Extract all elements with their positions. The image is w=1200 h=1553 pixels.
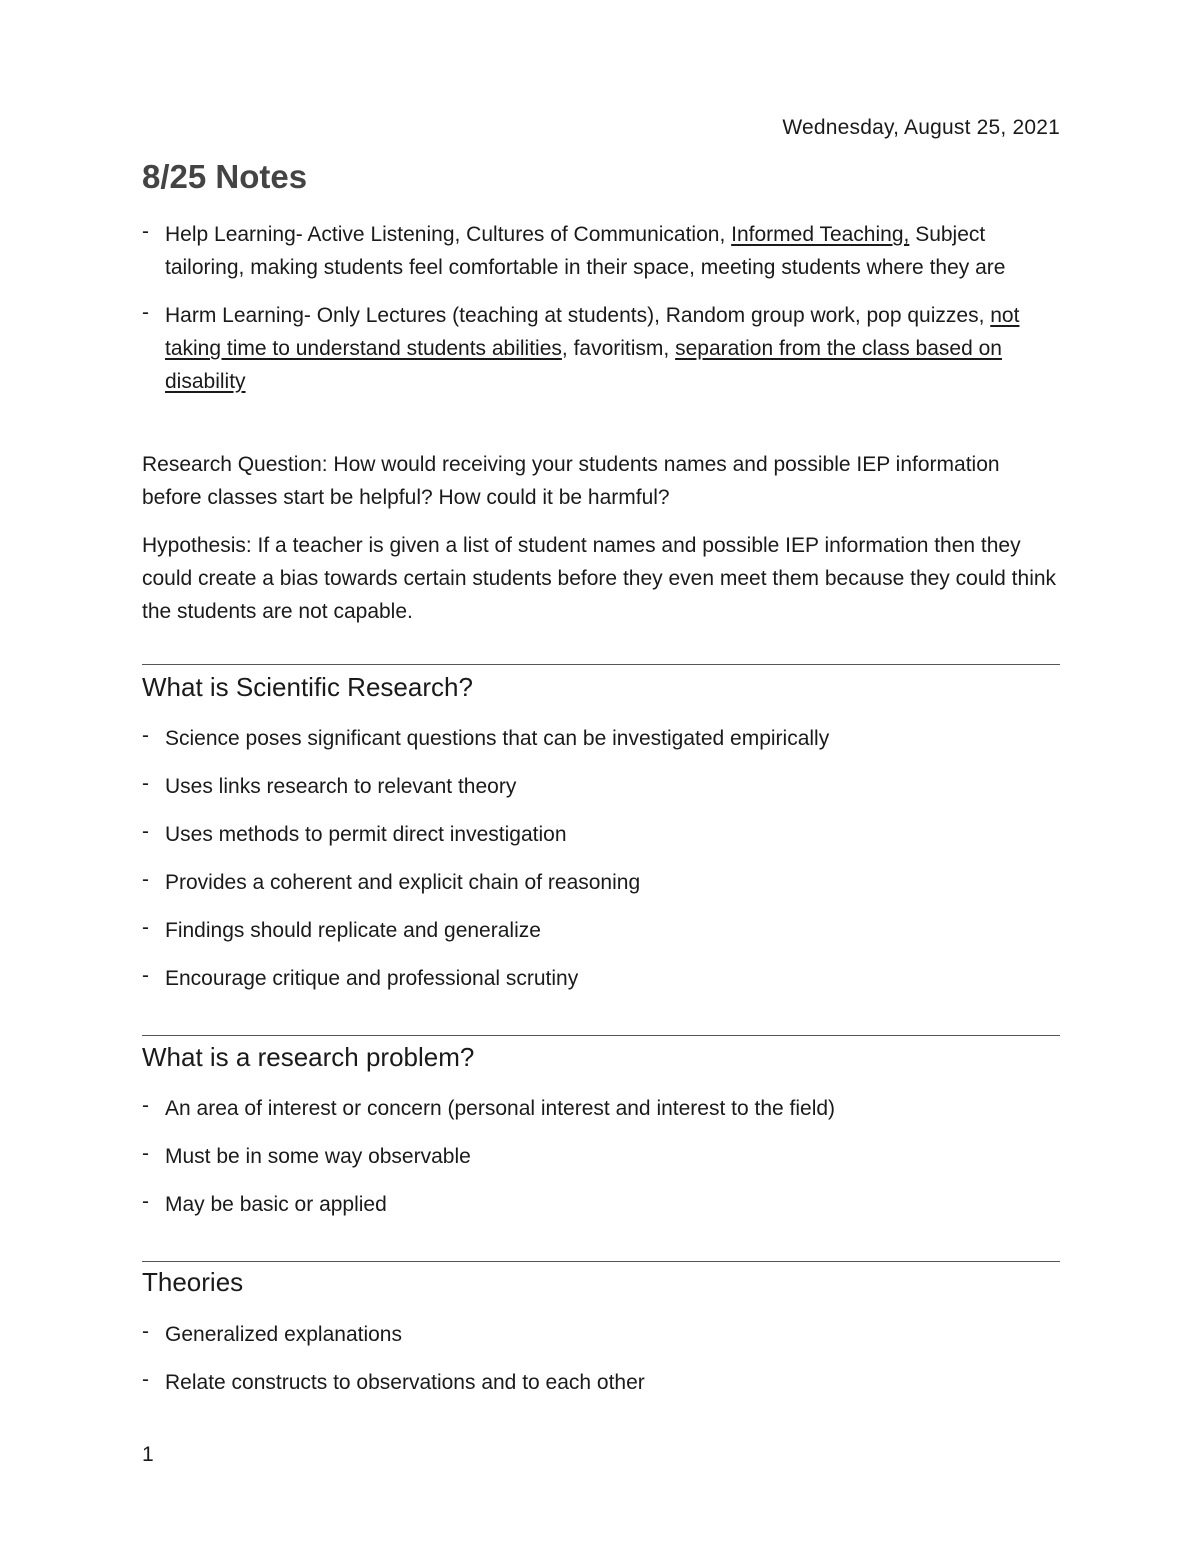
bullet-marker: - [142,301,149,324]
section-divider [142,1261,1060,1262]
list-item [142,1366,1060,1399]
bullet-marker: - [142,1142,149,1165]
bullet-text: Must be in some way observable [165,1145,471,1168]
bullet-text: Encourage critique and professional scrutiny [165,967,579,990]
bullet-harm-learning [142,299,1060,398]
underlined-text: not taking time to understand students abilities [165,304,1020,360]
section-bullet-list [142,1318,1060,1399]
bullet-marker: - [142,220,149,243]
bullet-marker: - [142,916,149,939]
list-item [142,1318,1060,1351]
list-item [142,866,1060,899]
bullet-text: An area of interest or concern (personal interest and interest to the field) [165,1097,836,1120]
intro-bullet-list [142,218,1060,398]
section-bullet-list [142,722,1060,995]
bullet-marker: - [142,1368,149,1391]
list-item [142,770,1060,803]
bullet-text: Harm Learning- Only Lectures (teaching at students), Random group work, pop quizzes, [165,304,991,327]
underlined-text: Informed Teaching, [731,223,910,246]
bullet-marker: - [142,868,149,891]
underlined-text: separation from the class based on disability [165,337,1002,393]
bullet-text: Provides a coherent and explicit chain of reasoning [165,871,641,894]
bullet-text: , favoritism, [561,337,676,360]
list-item [142,1140,1060,1173]
bullet-text: Subject tailoring, making students feel comfortable in their space, meeting students where they are [165,223,1006,279]
list-item [142,1188,1060,1221]
bullet-marker: - [142,1190,149,1213]
bullet-text: Uses links research to relevant theory [165,775,517,798]
bullet-marker: - [142,820,149,843]
document-date: Wednesday, August 25, 2021 [782,116,1060,139]
section-heading: Theories [142,1267,244,1297]
bullet-text: Science poses significant questions that can be investigated empirically [165,727,830,750]
bullet-help-learning [142,218,1060,284]
section-heading: What is a research problem? [142,1042,475,1072]
section-bullet-list [142,1092,1060,1221]
hypothesis: Hypothesis: If a teacher is given a list of student names and possible IEP information then they could create a bias towards certain students before they even meet them because they could think the students are not capable. [142,534,1057,623]
list-item [142,722,1060,755]
page-number: 1 [142,1443,154,1466]
page-title: 8/25 Notes [142,158,308,195]
bullet-marker: - [142,1320,149,1343]
bullet-marker: - [142,724,149,747]
bullet-text: Help Learning- Active Listening, Cultures of Communication, [165,223,732,246]
research-question: Research Question: How would receiving your students names and possible IEP information before classes start be helpful? How could it be harmful? [142,453,1000,509]
bullet-text: Relate constructs to observations and to each other [165,1371,645,1394]
bullet-text: May be basic or applied [165,1193,387,1216]
list-item [142,914,1060,947]
list-item [142,818,1060,851]
list-item [142,1092,1060,1125]
section-divider [142,1035,1060,1036]
bullet-marker: - [142,772,149,795]
bullet-text: Findings should replicate and generalize [165,919,541,942]
bullet-marker: - [142,964,149,987]
bullet-text: Generalized explanations [165,1323,402,1346]
section-heading: What is Scientific Research? [142,672,473,702]
list-item [142,962,1060,995]
section-divider [142,664,1060,665]
bullet-marker: - [142,1094,149,1117]
bullet-text: Uses methods to permit direct investigation [165,823,567,846]
